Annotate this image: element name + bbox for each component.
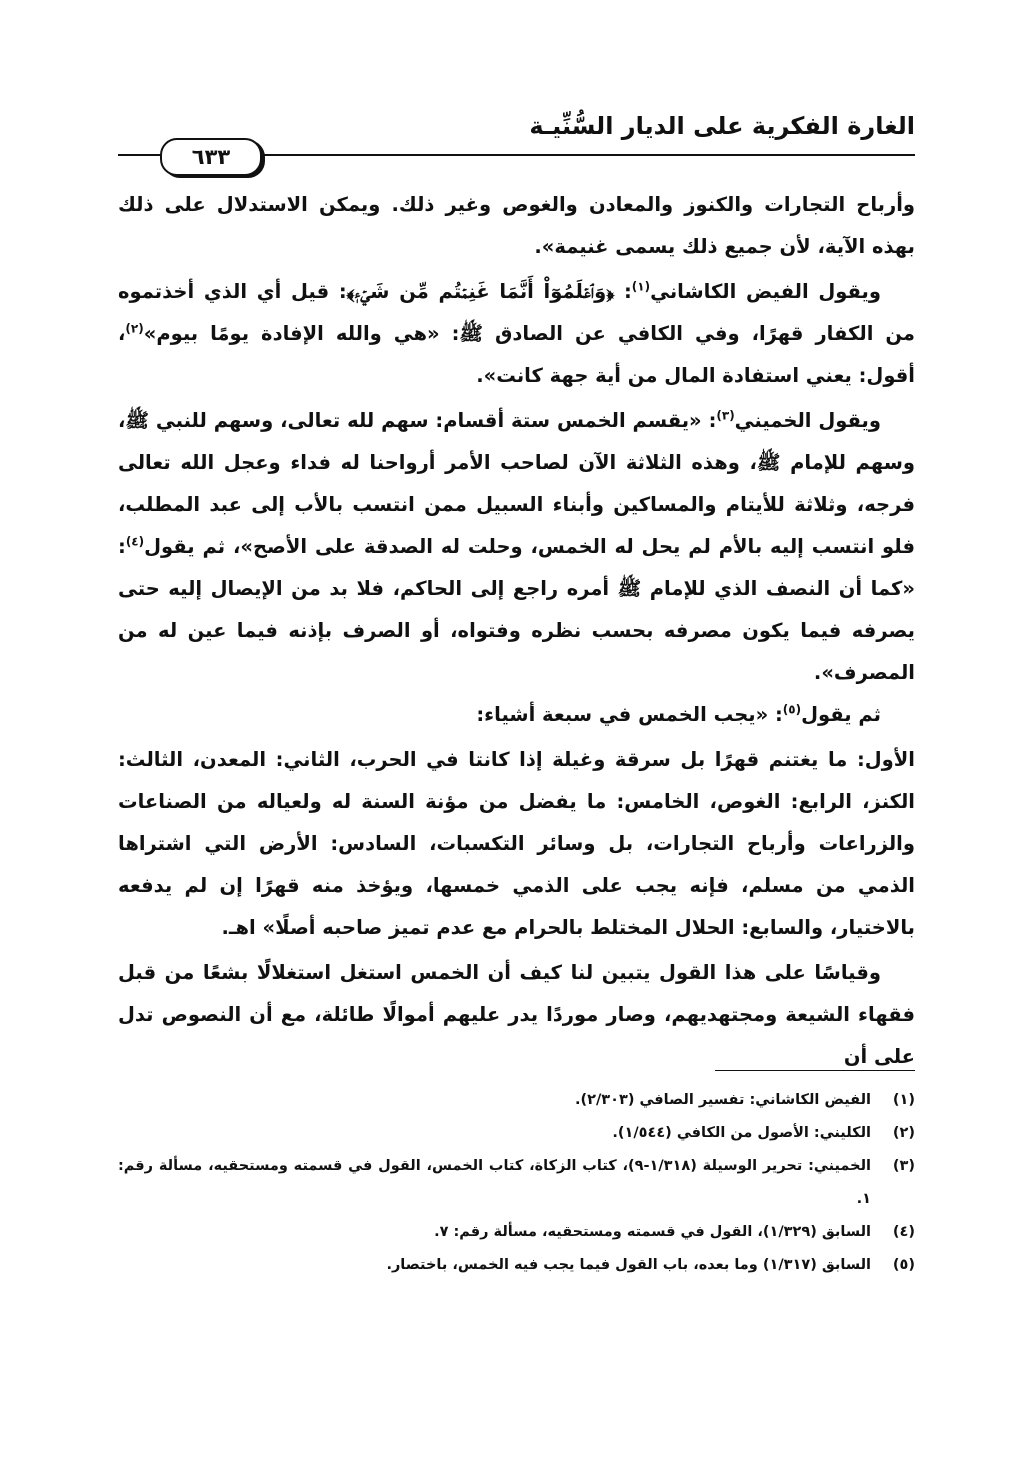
footnote-number: (١) [892, 1092, 915, 1108]
footnote-ref[interactable]: (٢) [125, 321, 144, 336]
footnote-number: (٣) [892, 1158, 915, 1174]
footnotes [118, 1084, 915, 1282]
running-title: الغارة الفكرية على الديار السُّنِّيـة [529, 112, 915, 140]
paragraph-2 [118, 271, 915, 397]
footnote-item [118, 1216, 915, 1249]
footnote-item [118, 1117, 915, 1150]
footnote-item [118, 1084, 915, 1117]
footnote-number: (٤) [892, 1224, 915, 1240]
page-number-badge [160, 138, 262, 176]
text-span: ، أقول: يعني استفادة المال من أية جهة كانت». [118, 322, 915, 387]
text-span: ويقول الفيض الكاشاني [650, 280, 881, 303]
paragraph-3 [118, 400, 915, 694]
footnote-text: الكليني: الأصول من الكافي (١/٥٤٤). [612, 1125, 871, 1141]
footnote-ref[interactable]: (١) [631, 279, 651, 294]
footnote-ref[interactable]: (٣) [716, 408, 735, 423]
footnote-item [118, 1249, 915, 1282]
footnote-number: (٢) [892, 1125, 915, 1141]
paragraph-6: وقياسًا على هذا القول يتبين لنا كيف أن الخمس استغل استغلالًا بشعًا من قبل فقهاء الشيعة ومجتهديهم، وصار موردًا يدر عليهم أموالًا طائلة، مع أن النصوص تدل على أن [118, 961, 915, 1068]
footnote-text: السابق (١/٣١٧) وما بعده، باب القول فيما يجب فيه الخمس، باختصار. [386, 1257, 871, 1273]
text-span: : ﴿وَٱعۡلَمُوٓاْ أَنَّمَا غَنِمۡتُم مِّن شَيۡءٖ﴾: قيل أي الذي أخذتموه من الكفار قهرًا، وفي الكافي عن الصادق ﷺ: «هي والله الإفادة يومًا بيوم» [118, 280, 915, 345]
page-number: ٦٣٣ [191, 145, 231, 169]
footnote-ref[interactable]: (٤) [125, 534, 145, 549]
text-span: : «يجب الخمس في سبعة أشياء: [476, 703, 783, 726]
text-span: : «يقسم الخمس ستة أقسام: سهم لله تعالى، وسهم للنبي ﷺ، وسهم للإمام ﷺ، وهذه الثلاثة الآن لصاحب الأمر أرواحنا له فداء وعجل الله تعالى فرجه، وثلاثة للأيتام والمساكين وأبناء السبيل ممن انتسب بالأب إلى عبد المطلب، فلو انتسب إليه بالأم لم يحل له الخمس، وحلت له الصدقة على الأصح»، ثم يقول [118, 409, 915, 558]
footnote-number: (٥) [892, 1257, 915, 1273]
text-span: ويقول الخميني [734, 409, 881, 432]
main-text [118, 184, 915, 1078]
paragraph-5: الأول: ما يغتنم قهرًا بل سرقة وغيلة إذا كانتا في الحرب، الثاني: المعدن، الثالث: الكنز، الرابع: الغوص، الخامس: ما يفضل من مؤنة السنة له ولعياله من الصناعات والزراعات وأرباح التجارات، بل وسائر التكسبات، السادس: الأرض التي اشتراها الذمي من مسلم، فإنه يجب على الذمي خمسها، ويؤخذ منه قهرًا إن لم يدفعه بالاختيار، والسابع: الحلال المختلط بالحرام مع عدم تميز صاحبه أصلًا» اهـ. [118, 748, 915, 939]
footnote-rule [715, 1070, 915, 1071]
footnote-text: الخميني: تحرير الوسيلة (١/٣١٨-٩)، كتاب الزكاة، كتاب الخمس، القول في قسمته ومستحقيه، مسألة رقم: ١. [118, 1158, 871, 1207]
footnote-text: السابق (١/٣٢٩)، القول في قسمته ومستحقيه، مسألة رقم: ٧. [434, 1224, 871, 1240]
footnote-text: الفيض الكاشاني: تفسير الصافي (٢/٣٠٣). [574, 1092, 871, 1108]
footnote-item [118, 1150, 915, 1216]
footnote-ref[interactable]: (٥) [782, 702, 802, 717]
text-span: ثم يقول [801, 703, 881, 726]
paragraph-1: وأرباح التجارات والكنوز والمعادن والغوص وغير ذلك. ويمكن الاستدلال على ذلك بهذه الآية، لأن جميع ذلك يسمى غنيمة». [118, 193, 915, 258]
paragraph-4 [118, 694, 915, 736]
text-span: : «كما أن النصف الذي للإمام ﷺ أمره راجع إلى الحاكم، فلا بد من الإيصال إليه حتى يصرفه فيما يكون مصرفه بحسب نظره وفتواه، أو الصرف بإذنه فيما عين له من المصرف». [118, 535, 915, 684]
